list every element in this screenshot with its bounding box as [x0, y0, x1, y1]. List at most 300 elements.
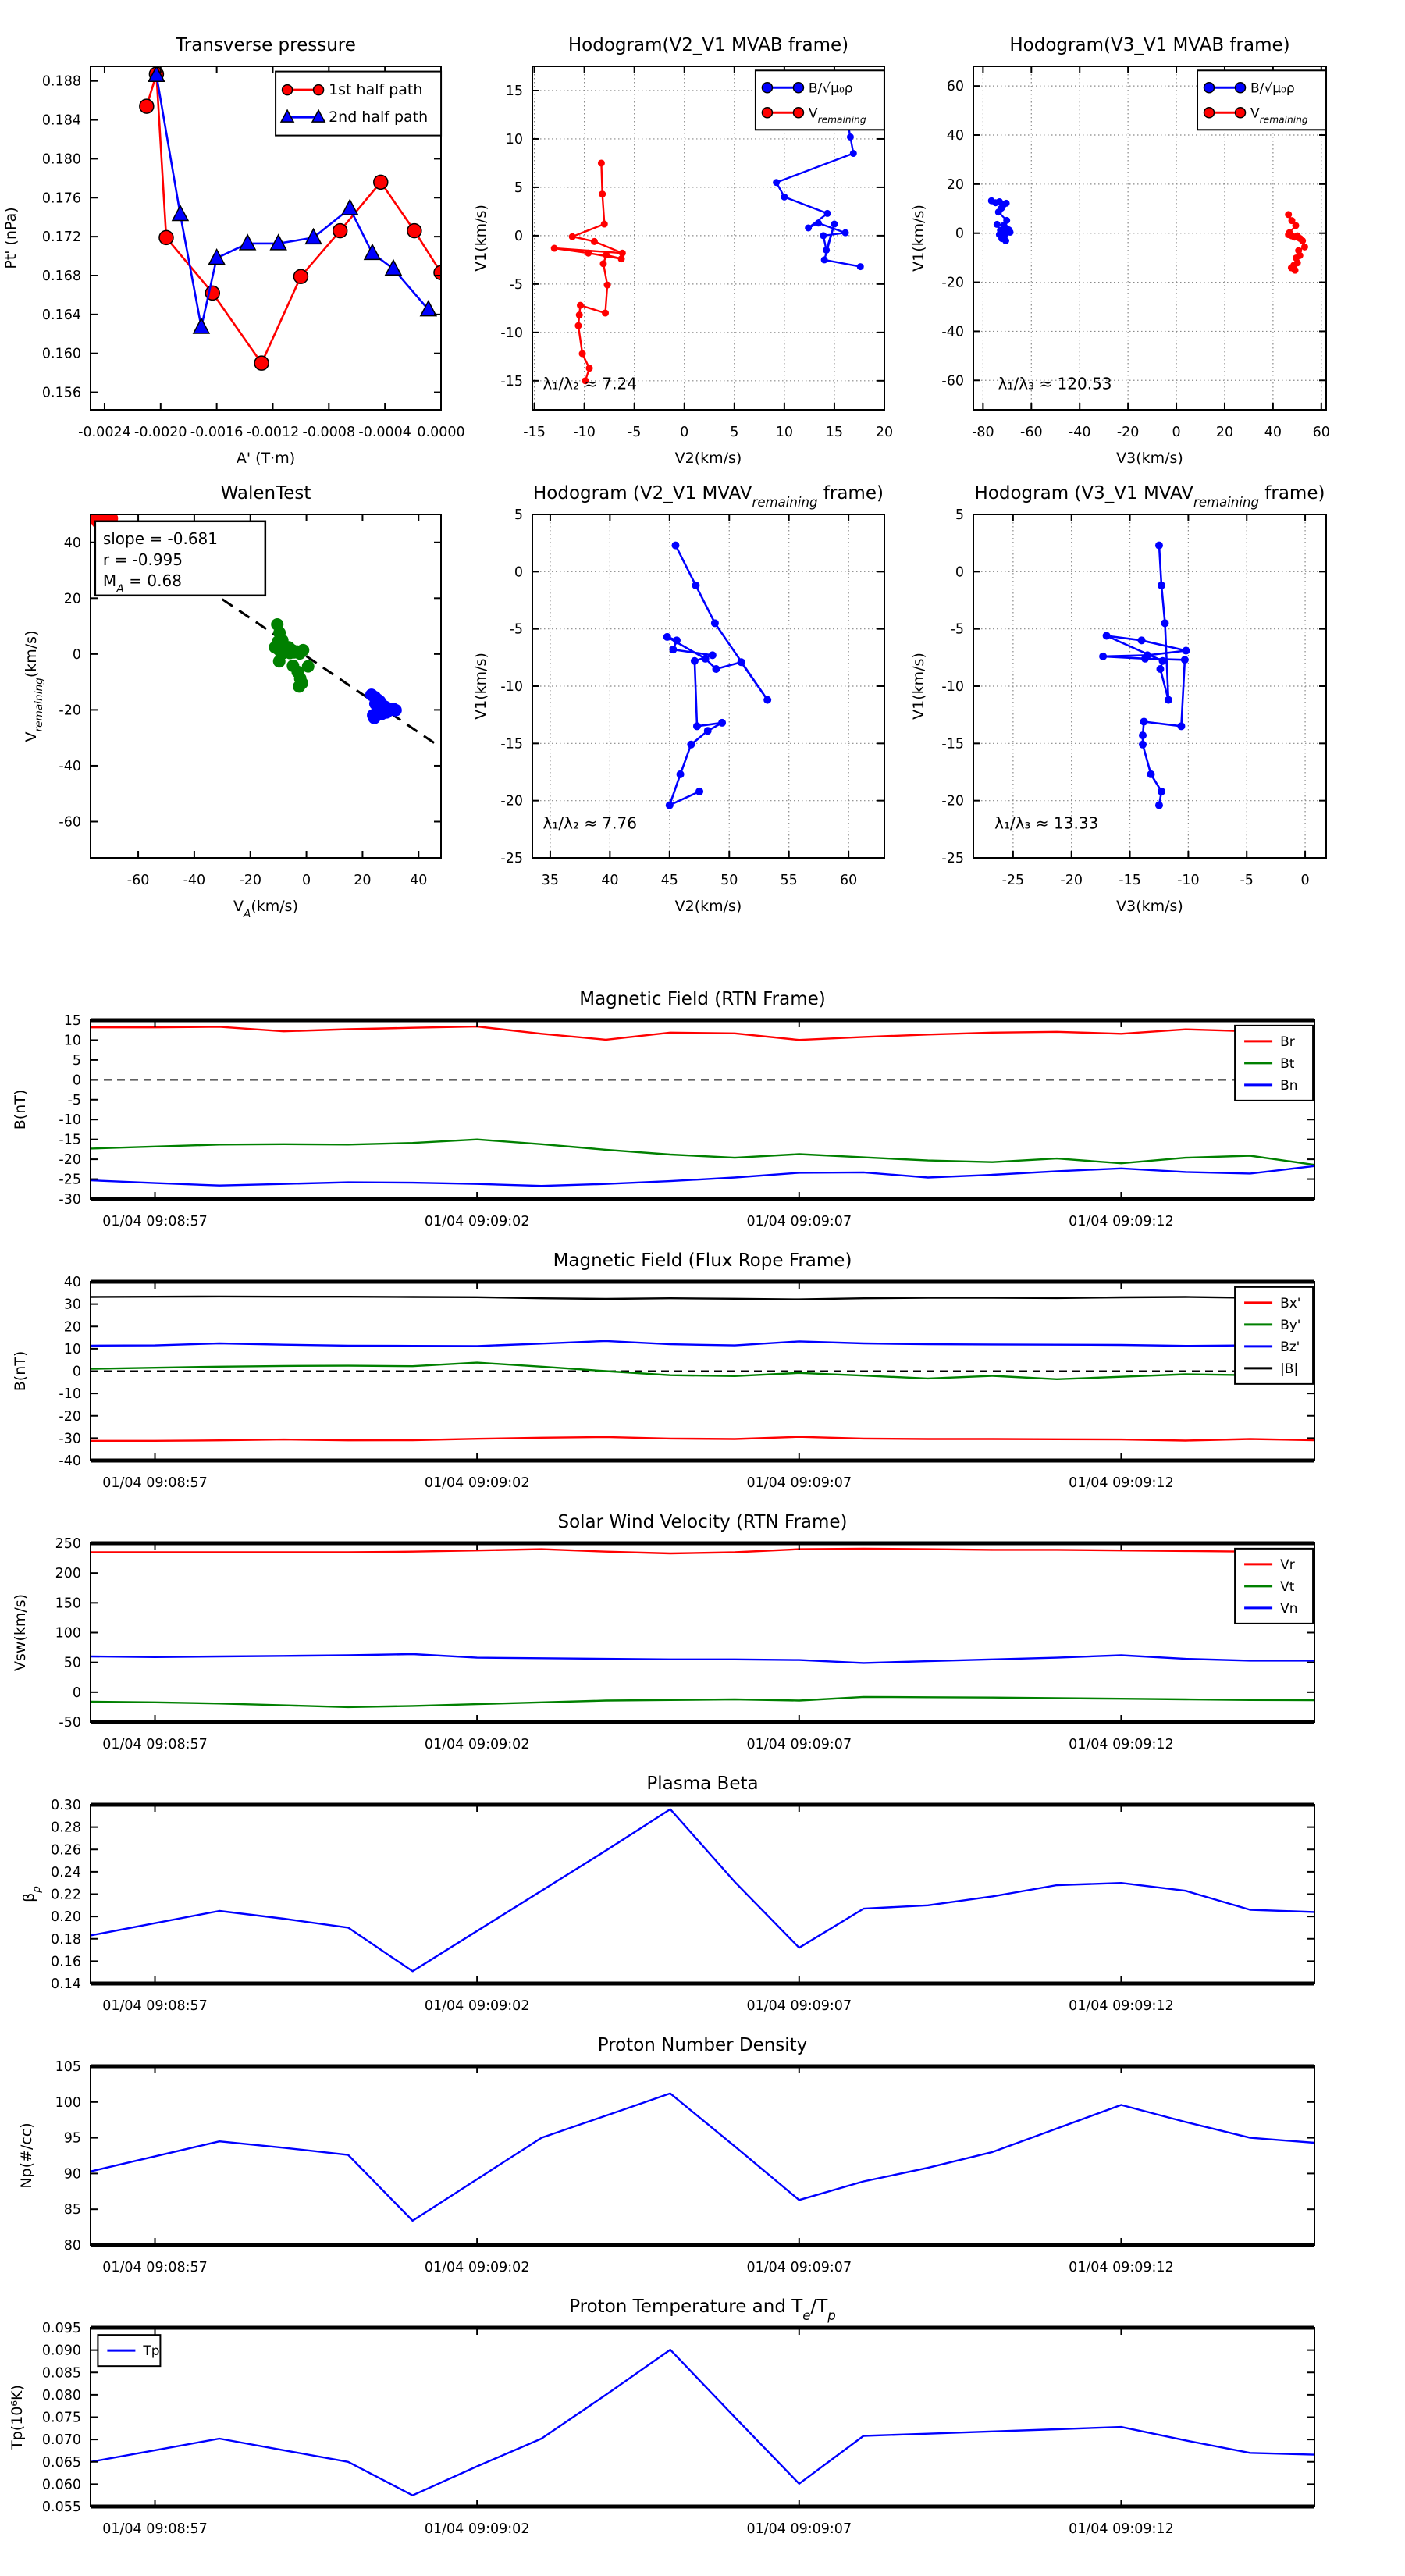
x-tick-label: 0	[1172, 425, 1181, 440]
x-tick-label: 01/04 09:09:12	[1069, 1475, 1174, 1491]
series-layer	[91, 1549, 1314, 1707]
x-tick-label: 55	[780, 873, 798, 888]
y-tick-label: -20	[941, 275, 964, 291]
x-axis-label: V3(km/s)	[1116, 898, 1183, 915]
plot-hodogram-v2v1-mvab	[431, 12, 923, 480]
x-tick-label: -80	[972, 425, 994, 440]
y-tick-label: 100	[55, 2094, 81, 2111]
circle-marker	[857, 263, 864, 270]
y-tick-label: 50	[63, 1655, 81, 1671]
x-tick-label: 5	[730, 425, 739, 440]
series-v-remaining-	[1099, 542, 1190, 809]
circle-marker	[283, 85, 293, 95]
y-tick-label: 150	[55, 1596, 81, 1612]
legend-label: Bz'	[1280, 1339, 1300, 1355]
y-tick-label: 0	[72, 1073, 81, 1089]
legend-label: Tp	[143, 2343, 160, 2360]
chart-proton-number-density	[0, 2012, 1353, 2315]
y-tick-label: 0.070	[41, 2432, 81, 2449]
ticks	[55, 2059, 1314, 2275]
x-tick-label: 01/04 09:09:07	[746, 1475, 852, 1491]
series-vr	[91, 1549, 1314, 1553]
y-axis-label: V1(km/s)	[910, 653, 927, 720]
circle-marker	[1099, 653, 1107, 660]
circle-marker	[1299, 237, 1306, 244]
y-tick-label: -10	[500, 679, 523, 695]
x-tick-label: 20	[875, 425, 894, 440]
circle-marker	[577, 302, 584, 309]
circle-marker	[1139, 731, 1147, 739]
y-axis-label: Pt' (nPa)	[2, 207, 20, 269]
series-beta-p	[91, 1809, 1314, 1972]
circle-marker	[738, 658, 745, 666]
y-tick-label: 20	[63, 1319, 81, 1336]
circle-marker	[695, 788, 703, 795]
chart-hodogram-v2v1-mvav	[431, 460, 923, 928]
circle-marker	[407, 224, 422, 238]
x-tick-label: -25	[1001, 873, 1025, 888]
series-br	[91, 1026, 1314, 1040]
chart-hodogram-v3v1-mvav	[872, 460, 1365, 928]
circle-marker	[576, 311, 583, 318]
x-tick-label: 0.0000	[417, 425, 465, 440]
circle-marker	[1155, 542, 1163, 550]
axes-frame	[91, 2066, 1314, 2245]
y-tick-label: -10	[941, 679, 964, 695]
series-b-	[773, 118, 864, 270]
circle-marker	[297, 644, 309, 656]
svg-text:λ₁/λ₃ ≈ 13.33: λ₁/λ₃ ≈ 13.33	[994, 813, 1099, 833]
y-tick-label: 0	[955, 564, 964, 581]
series-vt	[91, 1697, 1314, 1707]
y-tick-label: 0.172	[41, 229, 81, 246]
x-tick-label: -0.0020	[134, 425, 187, 440]
circle-marker	[586, 365, 593, 372]
y-tick-label: -15	[500, 373, 523, 390]
circle-marker	[793, 108, 803, 118]
plot-magnetic-field-flux-rope	[0, 1227, 1353, 1531]
y-tick-label: 5	[72, 1052, 81, 1069]
circle-marker	[718, 719, 726, 727]
x-tick-label: 15	[825, 425, 844, 440]
y-tick-label: 15	[63, 1013, 81, 1029]
y-tick-label: -25	[500, 851, 523, 866]
y-tick-label: 0.30	[51, 1798, 81, 1813]
y-axis-label: $V_{remaining}(km/s)$	[23, 630, 45, 742]
circle-marker	[602, 310, 609, 317]
y-tick-label: 85	[63, 2202, 81, 2218]
x-tick-label: 01/04 09:09:02	[424, 2521, 530, 2537]
y-tick-label: 100	[55, 1625, 81, 1642]
y-tick-label: 80	[63, 2238, 81, 2254]
x-tick-label: 01/04 09:08:57	[102, 1475, 208, 1491]
circle-marker	[1141, 655, 1149, 663]
plot-solar-wind-velocity	[0, 1489, 1353, 1792]
triangle-marker	[209, 250, 225, 265]
y-tick-label: 0.085	[41, 2365, 81, 2382]
circle-marker	[704, 727, 712, 735]
circle-marker	[375, 707, 388, 720]
y-tick-label: 10	[63, 1341, 81, 1357]
circle-marker	[599, 190, 606, 197]
svg-text:λ₁/λ₂ ≈ 7.24: λ₁/λ₂ ≈ 7.24	[542, 374, 637, 393]
x-tick-label: 01/04 09:09:12	[1069, 1214, 1174, 1229]
circle-marker	[691, 657, 699, 665]
series-vn	[91, 1654, 1314, 1663]
series-fit-line	[189, 576, 439, 745]
legend-label: |B|	[1280, 1361, 1299, 1377]
chart-title: Magnetic Field (RTN Frame)	[579, 989, 826, 1009]
x-tick-label: -20	[1116, 425, 1140, 440]
y-tick-label: -15	[500, 736, 523, 753]
chart-title: Hodogram(V2_V1 MVAB frame)	[567, 35, 849, 55]
y-tick-label: 0.28	[51, 1820, 81, 1836]
circle-marker	[805, 224, 812, 231]
y-tick-label: 95	[63, 2130, 81, 2147]
y-tick-label: 20	[63, 591, 81, 607]
y-tick-label: 200	[55, 1566, 81, 1582]
x-tick-label: -10	[573, 425, 596, 440]
annotation	[95, 521, 265, 596]
y-tick-label: -30	[59, 1192, 81, 1208]
series-bt	[91, 1140, 1314, 1165]
x-axis-label: A' (T·m)	[236, 450, 296, 467]
series-layer	[91, 2350, 1314, 2496]
circle-marker	[389, 704, 402, 717]
y-tick-label: -40	[59, 758, 81, 774]
series-middle-interval	[269, 618, 314, 692]
y-tick-label: 0.160	[41, 346, 81, 362]
chart-title: Hodogram (V3_V1 $MVAV_{remaining}$ frame)	[974, 483, 1325, 510]
series--b-	[91, 1297, 1314, 1300]
y-tick-label: -20	[941, 793, 964, 809]
y-axis-label: V1(km/s)	[472, 205, 489, 272]
y-tick-label: 20	[946, 176, 964, 193]
legend-label: Vr	[1280, 1557, 1295, 1573]
y-tick-label: 0.20	[51, 1909, 81, 1926]
x-tick-label: 40	[601, 873, 619, 888]
y-tick-label: 5	[514, 180, 523, 196]
chart-title: Proton Temperature and $T_e/T_p$	[569, 2297, 836, 2323]
x-tick-label: -10	[1177, 873, 1200, 888]
y-tick-label: 40	[946, 128, 964, 144]
x-tick-label: -0.0004	[358, 425, 411, 440]
gridlines	[973, 514, 1326, 858]
ticks	[59, 1013, 1314, 1229]
x-tick-label: 35	[541, 873, 560, 888]
axes-frame	[91, 1020, 1314, 1199]
legend-label: B/√μ₀ρ	[808, 80, 853, 97]
y-tick-label: 0	[514, 228, 523, 244]
y-tick-label: 0.16	[51, 1954, 81, 1970]
y-tick-label: -5	[509, 621, 523, 638]
y-tick-label: 0	[72, 1685, 81, 1701]
circle-marker	[1001, 224, 1008, 231]
circle-marker	[1285, 211, 1292, 218]
circle-marker	[781, 194, 788, 201]
y-tick-label: 40	[63, 1275, 81, 1290]
y-tick-label: 0.168	[41, 268, 81, 284]
circle-marker	[1158, 788, 1165, 795]
circle-marker	[711, 619, 719, 627]
x-tick-label: 01/04 09:09:12	[1069, 2260, 1174, 2275]
circle-marker	[1181, 656, 1189, 664]
legend-label: Br	[1280, 1034, 1295, 1050]
circle-marker	[773, 179, 780, 186]
x-tick-label: 01/04 09:09:12	[1069, 1737, 1174, 1752]
x-tick-label: 50	[720, 873, 738, 888]
circle-marker	[823, 247, 830, 254]
y-tick-label: 5	[955, 507, 964, 523]
plot-proton-number-density	[0, 2012, 1353, 2315]
y-tick-label: 0	[514, 564, 523, 581]
series-v-remaining-	[663, 542, 771, 809]
circle-marker	[793, 83, 803, 93]
y-tick-label: 0.24	[51, 1864, 81, 1880]
y-tick-label: -40	[59, 1453, 81, 1469]
x-tick-label: -0.0016	[190, 425, 244, 440]
circle-marker	[574, 322, 582, 329]
circle-marker	[591, 238, 598, 245]
x-tick-label: 0	[680, 425, 689, 440]
x-tick-label: 01/04 09:09:02	[424, 1998, 530, 2014]
circle-marker	[603, 251, 610, 258]
x-tick-label: 01/04 09:08:57	[102, 1214, 208, 1229]
circle-marker	[702, 655, 710, 663]
circle-marker	[1002, 237, 1009, 244]
circle-marker	[762, 108, 772, 118]
svg-text:MA = 0.68: $M_A = 0.68$	[102, 571, 182, 596]
series-layer	[91, 1297, 1314, 1441]
y-tick-label: 0.164	[41, 307, 81, 323]
circle-marker	[1236, 108, 1246, 118]
chart-title: Hodogram(V3_V1 MVAB frame)	[1009, 35, 1290, 55]
annotation	[543, 375, 637, 393]
series-layer	[1099, 542, 1190, 809]
circle-marker	[673, 636, 681, 644]
y-tick-label: 0.075	[41, 2410, 81, 2426]
chart-title: Hodogram (V2_V1 $MVAV_{remaining}$ frame)	[533, 483, 884, 510]
circle-marker	[823, 210, 831, 217]
circle-marker	[1301, 244, 1308, 251]
circle-marker	[677, 770, 685, 778]
y-tick-label: 15	[505, 83, 523, 99]
x-axis-label: $V_A(km/s)$	[233, 898, 298, 920]
chart-magnetic-field-rtn	[0, 966, 1353, 1269]
circle-marker	[687, 741, 695, 749]
circle-marker	[1138, 636, 1146, 644]
chart-title: Magnetic Field (Flux Rope Frame)	[553, 1251, 852, 1271]
x-tick-label: -60	[126, 873, 150, 888]
circle-marker	[293, 680, 305, 692]
circle-marker	[1155, 802, 1163, 809]
circle-marker	[254, 356, 269, 370]
x-tick-label: -40	[183, 873, 206, 888]
y-tick-label: 0.156	[41, 385, 81, 401]
circle-marker	[1161, 619, 1168, 627]
series-last-interval	[365, 688, 402, 724]
y-tick-label: -25	[941, 851, 964, 866]
y-tick-label: 0.065	[41, 2454, 81, 2471]
circle-marker	[831, 221, 838, 228]
x-tick-label: -60	[1020, 425, 1043, 440]
x-tick-label: 01/04 09:09:02	[424, 2260, 530, 2275]
triangle-marker	[342, 200, 357, 215]
circle-marker	[579, 350, 586, 358]
circle-marker	[1165, 696, 1172, 704]
y-tick-label: 5	[514, 507, 523, 523]
circle-marker	[569, 233, 576, 240]
y-tick-label: -20	[59, 1152, 81, 1169]
y-tick-label: 0	[72, 1364, 81, 1380]
circle-marker	[850, 150, 857, 157]
series-layer	[91, 1809, 1314, 1972]
circle-marker	[693, 722, 701, 730]
y-axis-label: V1(km/s)	[472, 653, 489, 720]
svg-text:r = -0.995: r = -0.995	[102, 550, 183, 570]
circle-marker	[663, 633, 671, 641]
y-tick-label: -20	[59, 703, 81, 719]
x-tick-label: 01/04 09:09:02	[424, 1214, 530, 1229]
series-layer	[91, 2094, 1314, 2221]
y-tick-label: -15	[941, 736, 964, 753]
ticks	[55, 1536, 1314, 1752]
chart-proton-temperature	[0, 2273, 1353, 2576]
y-tick-label: 0.090	[41, 2343, 81, 2359]
y-tick-label: 0.055	[41, 2500, 81, 2515]
y-tick-label: 0.18	[51, 1931, 81, 1948]
x-tick-label: 01/04 09:09:07	[746, 1214, 852, 1229]
x-tick-label: -5	[1240, 873, 1254, 888]
y-tick-label: 0.095	[41, 2321, 81, 2336]
series-layer	[663, 542, 771, 809]
chart-title: Proton Number Density	[597, 2035, 808, 2055]
circle-marker	[1103, 632, 1111, 639]
legend-label: Vn	[1280, 1600, 1298, 1617]
chart-title: WalenTest	[220, 483, 311, 503]
ticks	[51, 1798, 1314, 2014]
circle-marker	[159, 230, 173, 244]
x-tick-label: -15	[1119, 873, 1141, 888]
x-tick-label: 01/04 09:08:57	[102, 2521, 208, 2537]
circle-marker	[1158, 582, 1165, 589]
y-axis-label: B(nT)	[12, 1089, 29, 1130]
x-tick-label: -0.0008	[302, 425, 356, 440]
y-tick-label: 0.176	[41, 190, 81, 207]
svg-text:λ₁/λ₃ ≈ 120.53: λ₁/λ₃ ≈ 120.53	[998, 374, 1112, 393]
y-tick-label: -10	[59, 1112, 81, 1129]
circle-marker	[333, 224, 347, 238]
x-tick-label: 60	[1312, 425, 1330, 440]
y-tick-label: -5	[67, 1092, 81, 1108]
y-axis-label: Vsw(km/s)	[12, 1593, 29, 1672]
circle-marker	[995, 208, 1002, 215]
series-bz-	[91, 1341, 1314, 1348]
legend	[1197, 70, 1326, 130]
x-tick-label: 0	[302, 873, 311, 888]
circle-marker	[598, 159, 605, 166]
plot-hodogram-v3v1-mvab	[872, 12, 1365, 480]
x-tick-label: 01/04 09:09:07	[746, 1737, 852, 1752]
legend	[1235, 1287, 1313, 1384]
circle-marker	[551, 245, 558, 252]
x-tick-label: 01/04 09:09:12	[1069, 2521, 1174, 2537]
x-tick-label: -20	[1060, 873, 1083, 888]
chart-magnetic-field-flux-rope	[0, 1227, 1353, 1531]
y-tick-label: -5	[950, 621, 964, 638]
x-tick-label: 20	[1215, 425, 1234, 440]
y-tick-label: 0	[72, 646, 81, 663]
circle-marker	[1156, 665, 1164, 673]
gridlines	[532, 514, 884, 858]
axes-frame	[91, 1805, 1314, 1984]
plot-magnetic-field-rtn	[0, 966, 1353, 1269]
y-tick-label: -20	[500, 793, 523, 809]
legend-label: 1st half path	[329, 81, 423, 99]
y-tick-label: -60	[941, 373, 964, 390]
chart-title: Plasma Beta	[646, 1774, 759, 1794]
x-tick-label: 40	[410, 873, 428, 888]
x-tick-label: -40	[1068, 425, 1091, 440]
series-v-remaining-	[551, 159, 626, 384]
y-tick-label: 60	[946, 79, 964, 95]
circle-marker	[1288, 265, 1295, 272]
triangle-marker	[365, 244, 380, 259]
plot-hodogram-v2v1-mvav	[431, 460, 923, 928]
x-tick-label: 01/04 09:09:07	[746, 2260, 852, 2275]
x-tick-label: 40	[1264, 425, 1282, 440]
x-tick-label: 01/04 09:09:07	[746, 1998, 852, 2014]
chart-title: Solar Wind Velocity (RTN Frame)	[557, 1512, 848, 1532]
y-axis-label: Tp(10⁶K)	[9, 2385, 26, 2450]
plot-transverse-pressure	[0, 12, 480, 480]
y-tick-label: -10	[500, 325, 523, 341]
circle-marker	[842, 229, 849, 237]
y-tick-label: -25	[59, 1172, 81, 1188]
legend	[1235, 1026, 1313, 1101]
legend-label: By'	[1280, 1317, 1301, 1333]
y-tick-label: 10	[505, 131, 523, 148]
ticks	[42, 2321, 1314, 2537]
y-tick-label: 40	[63, 535, 81, 551]
x-tick-label: -0.0024	[78, 425, 131, 440]
y-tick-label: -30	[59, 1431, 81, 1447]
y-tick-label: -20	[59, 1408, 81, 1425]
x-axis-label: V2(km/s)	[674, 898, 742, 915]
y-tick-label: 0.060	[41, 2477, 81, 2493]
circle-marker	[709, 651, 717, 659]
circle-marker	[302, 660, 315, 673]
chart-hodogram-v3v1-mvab	[872, 12, 1365, 480]
y-tick-label: -60	[59, 814, 81, 831]
y-tick-label: 90	[63, 2166, 81, 2183]
y-tick-label: 250	[55, 1536, 81, 1552]
circle-marker	[847, 133, 854, 141]
triangle-marker	[306, 229, 322, 244]
y-tick-label: 0.080	[41, 2387, 81, 2403]
y-tick-label: 0.188	[41, 73, 81, 90]
x-tick-label: -0.0012	[246, 425, 300, 440]
circle-marker	[762, 83, 772, 93]
circle-marker	[1158, 657, 1166, 665]
y-tick-label: -40	[941, 324, 964, 340]
svg-text:λ₁/λ₂ ≈ 7.76: λ₁/λ₂ ≈ 7.76	[542, 813, 637, 833]
circle-marker	[1236, 83, 1246, 93]
y-tick-label: 0.26	[51, 1842, 81, 1859]
circle-marker	[1204, 108, 1215, 118]
legend	[1235, 1549, 1313, 1624]
y-tick-label: 0.14	[51, 1976, 81, 1992]
